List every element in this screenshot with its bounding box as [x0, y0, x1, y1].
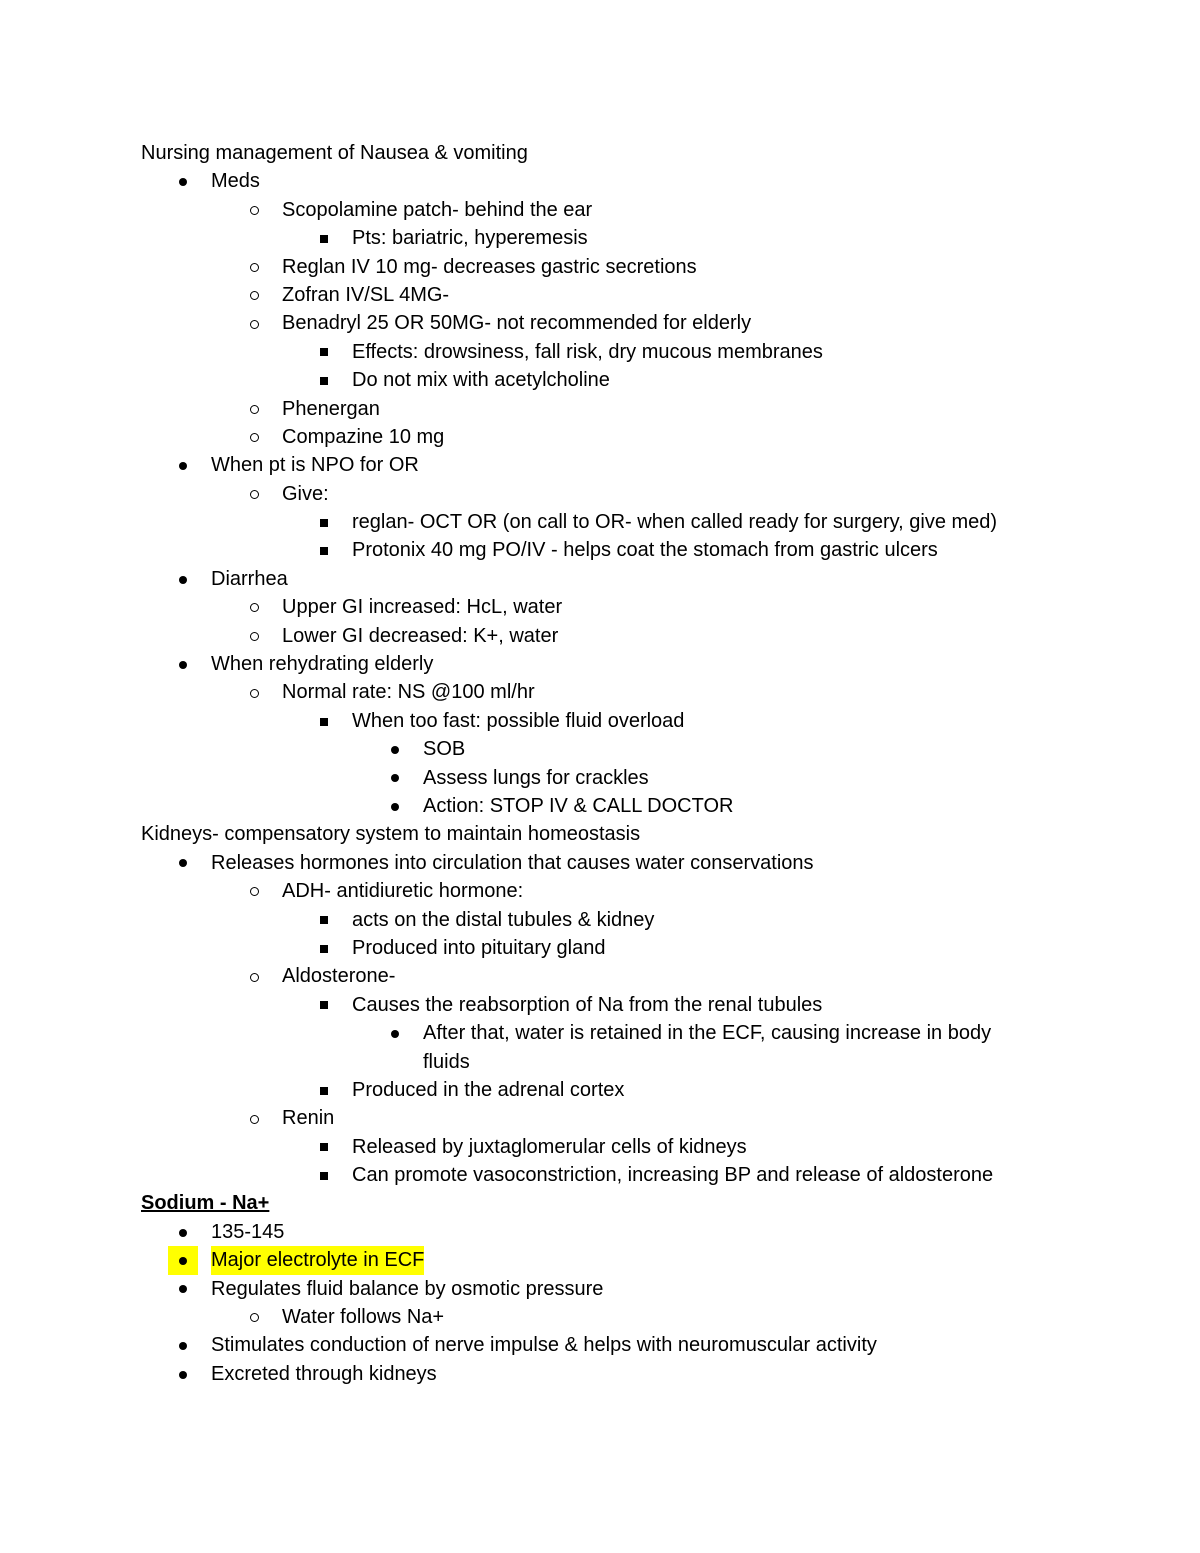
- list-item-text: Diarrhea: [211, 567, 288, 590]
- bullet-square-icon: [309, 508, 339, 536]
- list-item: [0, 849, 1200, 877]
- list-item-text: When too fast: possible fluid overload: [352, 709, 685, 732]
- list-item-text: When pt is NPO for OR: [211, 454, 419, 477]
- bullet-circle-icon: [239, 1104, 269, 1132]
- list-item-text: Pts: bariatric, hyperemesis: [352, 227, 588, 250]
- list-item-text: Released by juxtaglomerular cells of kidneys: [352, 1135, 747, 1158]
- list-item-text: Produced into pituitary gland: [352, 936, 606, 959]
- list-item: [0, 338, 1200, 366]
- list-item-text: Compazine 10 mg: [282, 425, 445, 448]
- bullet-circle-icon: [239, 1303, 269, 1331]
- bullet-circle-icon: [239, 480, 269, 508]
- bullet-dot-icon: [168, 1246, 198, 1274]
- list-item-text: acts on the distal tubules & kidney: [352, 908, 655, 931]
- bullet-circle-icon: [239, 281, 269, 309]
- bullet-circle-icon: [239, 877, 269, 905]
- list-item: [0, 991, 1200, 1019]
- bullet-square-icon: [309, 934, 339, 962]
- list-item: [0, 508, 1200, 536]
- bullet-dot-icon: [168, 849, 198, 877]
- list-item: [0, 196, 1200, 224]
- list-item-text: Nursing management of Nausea & vomiting: [141, 142, 528, 164]
- bullet-circle-icon: [239, 253, 269, 281]
- list-item-text: Sodium - Na+: [141, 1192, 270, 1215]
- list-item: [0, 1076, 1200, 1104]
- list-item: [0, 1161, 1200, 1189]
- list-item: [0, 253, 1200, 281]
- section-title: [0, 139, 1200, 167]
- list-item: [0, 622, 1200, 650]
- list-item-text: Do not mix with acetylcholine: [352, 369, 610, 392]
- bullet-square-icon: [309, 224, 339, 252]
- list-item: [0, 1303, 1200, 1331]
- list-item-text: Causes the reabsorption of Na from the renal tubules: [352, 993, 823, 1016]
- bullet-dot-icon: [380, 764, 410, 792]
- bullet-circle-icon: [239, 593, 269, 621]
- list-item-text: Stimulates conduction of nerve impulse & helps with neuromuscular activity: [211, 1334, 877, 1357]
- list-item: [0, 1246, 1200, 1274]
- bullet-circle-icon: [239, 678, 269, 706]
- list-item: [0, 224, 1200, 252]
- list-item-text: Protonix 40 mg PO/IV - helps coat the stomach from gastric ulcers: [352, 539, 938, 562]
- bullet-square-icon: [309, 906, 339, 934]
- list-item: [0, 366, 1200, 394]
- list-item-text: Meds: [211, 170, 260, 193]
- list-item: [0, 906, 1200, 934]
- list-item: [0, 1104, 1200, 1132]
- bullet-square-icon: [309, 338, 339, 366]
- bullet-dot-icon: [168, 167, 198, 195]
- bullet-square-icon: [309, 707, 339, 735]
- bullet-square-icon: [309, 366, 339, 394]
- list-item-text: Aldosterone-: [282, 965, 396, 988]
- list-item: [0, 650, 1200, 678]
- bullet-circle-icon: [239, 423, 269, 451]
- bullet-circle-icon: [239, 196, 269, 224]
- list-item: [0, 1360, 1200, 1388]
- bullet-dot-icon: [168, 1360, 198, 1388]
- list-item: [0, 764, 1200, 792]
- bullet-dot-icon: [168, 565, 198, 593]
- bullet-circle-icon: [239, 622, 269, 650]
- list-item: [0, 1019, 1200, 1076]
- bullet-square-icon: [309, 536, 339, 564]
- list-item-text: Zofran IV/SL 4MG-: [282, 283, 450, 306]
- list-item-text: When rehydrating elderly: [211, 653, 434, 676]
- list-item-text: 135-145: [211, 1220, 285, 1243]
- list-item-text: Can promote vasoconstriction, increasing BP and release of aldosterone: [352, 1164, 994, 1187]
- list-item-text: Lower GI decreased: K+, water: [282, 624, 559, 647]
- bullet-dot-icon: [380, 735, 410, 763]
- list-item-text: Releases hormones into circulation that causes water conservations: [211, 851, 814, 874]
- bullet-dot-icon: [380, 1019, 410, 1047]
- list-item-text: Give:: [282, 482, 329, 505]
- list-item-text: Excreted through kidneys: [211, 1362, 437, 1385]
- list-item: [0, 934, 1200, 962]
- list-item-text: Produced in the adrenal cortex: [352, 1078, 625, 1101]
- list-item: [0, 707, 1200, 735]
- bullet-dot-icon: [168, 451, 198, 479]
- bullet-square-icon: [309, 991, 339, 1019]
- list-item-text: ADH- antidiuretic hormone:: [282, 880, 524, 903]
- section-title: [0, 820, 1200, 848]
- list-item-text: Major electrolyte in ECF: [211, 1246, 424, 1274]
- list-item: [0, 1133, 1200, 1161]
- list-item-text: Regulates fluid balance by osmotic pressure: [211, 1277, 604, 1300]
- list-item: [0, 792, 1200, 820]
- list-item: [0, 309, 1200, 337]
- list-item-text: Renin: [282, 1107, 335, 1130]
- list-item-text: Effects: drowsiness, fall risk, dry mucous membranes: [352, 340, 823, 363]
- bullet-square-icon: [309, 1161, 339, 1189]
- list-item: [0, 1275, 1200, 1303]
- list-item: [0, 565, 1200, 593]
- list-item: [0, 395, 1200, 423]
- bullet-dot-icon: [168, 1218, 198, 1246]
- list-item-text: Phenergan: [282, 397, 380, 420]
- list-item-text: SOB: [423, 738, 466, 761]
- list-item: [0, 536, 1200, 564]
- list-item-text: Kidneys- compensatory system to maintain homeostasis: [141, 823, 641, 846]
- bullet-dot-icon: [168, 1331, 198, 1359]
- list-item: [0, 167, 1200, 195]
- bullet-dot-icon: [168, 650, 198, 678]
- bullet-circle-icon: [239, 962, 269, 990]
- list-item: [0, 1218, 1200, 1246]
- list-item-text: Scopolamine patch- behind the ear: [282, 198, 593, 221]
- list-item-text: Action: STOP IV & CALL DOCTOR: [423, 794, 734, 817]
- list-item-text: Water follows Na+: [282, 1306, 445, 1329]
- list-item: [0, 877, 1200, 905]
- document-body: [0, 139, 1200, 1388]
- list-item: [0, 1331, 1200, 1359]
- list-item: [0, 423, 1200, 451]
- bullet-square-icon: [309, 1076, 339, 1104]
- bullet-dot-icon: [168, 1275, 198, 1303]
- list-item-text: Assess lungs for crackles: [423, 766, 649, 789]
- list-item-text: reglan- OCT OR (on call to OR- when called ready for surgery, give med): [352, 511, 998, 534]
- list-item-text: Benadryl 25 OR 50MG- not recommended for elderly: [282, 312, 752, 335]
- bullet-circle-icon: [239, 395, 269, 423]
- list-item-text: After that, water is retained in the ECF, causing increase in body fluids: [423, 1022, 992, 1073]
- bullet-circle-icon: [239, 309, 269, 337]
- list-item: [0, 480, 1200, 508]
- list-item: [0, 451, 1200, 479]
- list-item-text: Upper GI increased: HcL, water: [282, 596, 563, 619]
- bullet-dot-icon: [380, 792, 410, 820]
- list-item-text: Reglan IV 10 mg- decreases gastric secretions: [282, 255, 697, 278]
- list-item: [0, 281, 1200, 309]
- bullet-square-icon: [309, 1133, 339, 1161]
- section-heading: [0, 1189, 1200, 1217]
- list-item: [0, 962, 1200, 990]
- list-item: [0, 735, 1200, 763]
- list-item: [0, 678, 1200, 706]
- list-item-text: Normal rate: NS @100 ml/hr: [282, 681, 535, 704]
- list-item: [0, 593, 1200, 621]
